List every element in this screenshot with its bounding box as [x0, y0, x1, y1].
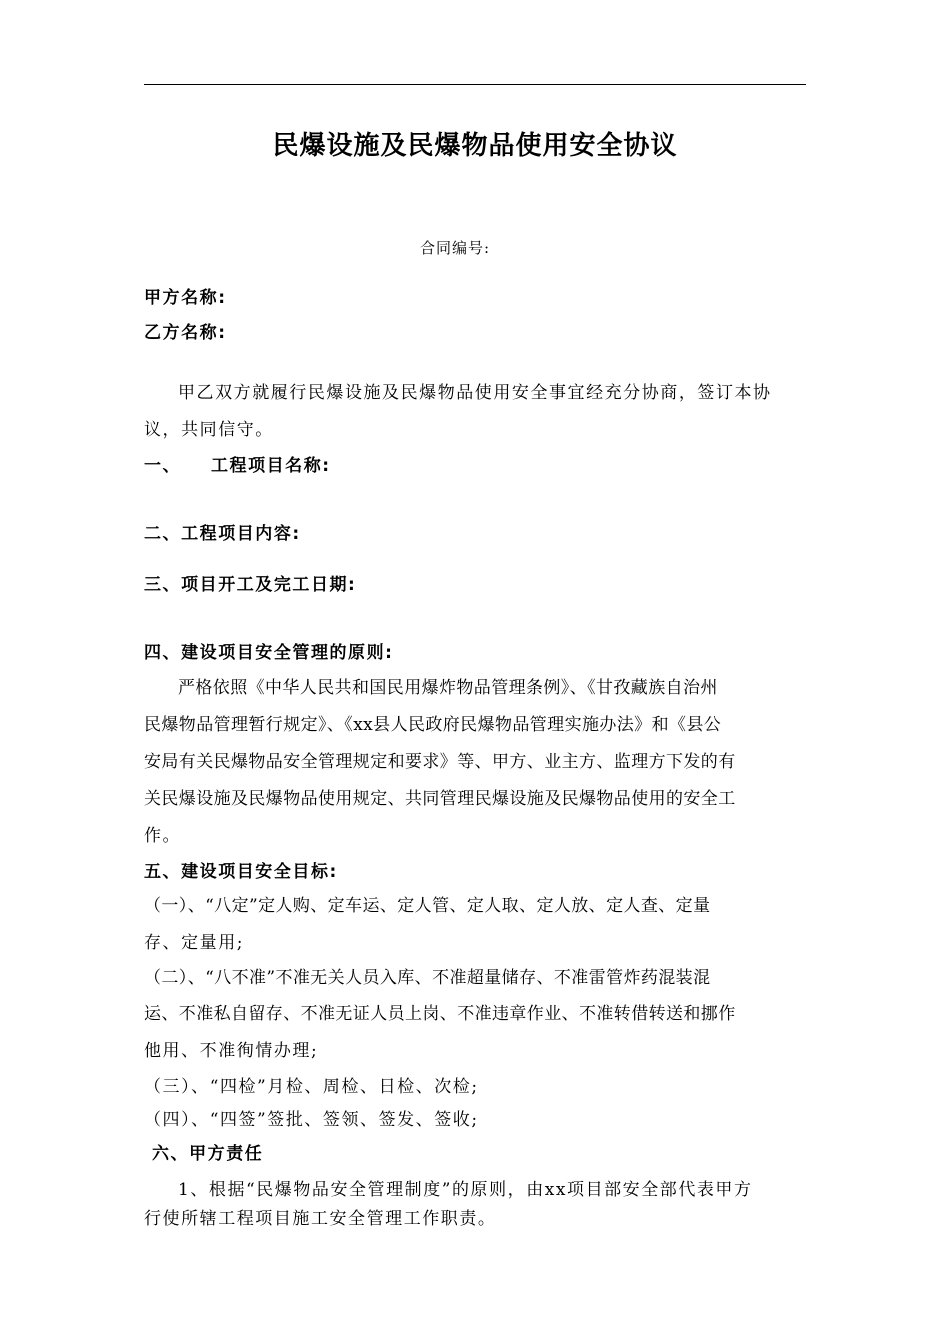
section-4-line: 关民爆设施及民爆物品使用规定、共同管理民爆设施及民爆物品使用的安全工: [144, 789, 736, 809]
party-b-label: 乙方名称:: [144, 323, 227, 343]
section-5-heading: 五、建设项目安全目标:: [144, 862, 338, 882]
section-5-line: （三）、“四检”月检、周检、日检、次检;: [144, 1077, 479, 1097]
section-5-line: 他用、不准徇情办理;: [144, 1041, 319, 1061]
contract-number-label: 合同编号:: [420, 239, 491, 257]
document-title: 民爆设施及民爆物品使用安全协议: [272, 131, 678, 161]
section-5-line: （二）、“八不准”不准无关人员入库、不准超量储存、不准雷管炸药混装混: [144, 968, 711, 988]
section-3-heading: 三、项目开工及完工日期:: [144, 575, 357, 595]
section-4-line: 作。: [144, 826, 182, 846]
section-5-line: （四）、“四签”签批、签领、签发、签收;: [144, 1110, 479, 1130]
header-rule: [144, 84, 806, 85]
section-5-line: （一）、“八定”定人购、定车运、定人管、定人取、定人放、定人查、定量: [144, 896, 711, 916]
section-4-heading: 四、建设项目安全管理的原则:: [144, 643, 394, 663]
section-4-line: 民爆物品管理暂行规定》、《xx县人民政府民爆物品管理实施办法》和《县公: [144, 715, 722, 735]
section-5-line: 运、不准私自留存、不准无证人员上岗、不准违章作业、不准转借转送和挪作: [144, 1004, 736, 1024]
intro-line-1: 甲乙双方就履行民爆设施及民爆物品使用安全事宜经充分协商，签订本协: [178, 383, 772, 403]
section-2-heading: 二、工程项目内容:: [144, 524, 301, 544]
section-1-heading: 一、 工程项目名称:: [144, 456, 331, 476]
section-4-line: 安局有关民爆物品安全管理规定和要求》等、甲方、业主方、监理方下发的有: [144, 752, 736, 772]
section-6-line: 1、根据“民爆物品安全管理制度”的原则，由xx项目部安全部代表甲方: [178, 1180, 753, 1200]
intro-line-2: 议，共同信守。: [144, 420, 274, 440]
section-6-line: 行使所辖工程项目施工安全管理工作职责。: [144, 1209, 497, 1229]
section-5-line: 存、定量用;: [144, 933, 245, 953]
section-6-heading: 六、甲方责任: [152, 1144, 264, 1164]
section-4-line: 严格依照《中华人民共和国民用爆炸物品管理条例》、《甘孜藏族自治州: [178, 678, 718, 698]
party-a-label: 甲方名称:: [144, 288, 227, 308]
